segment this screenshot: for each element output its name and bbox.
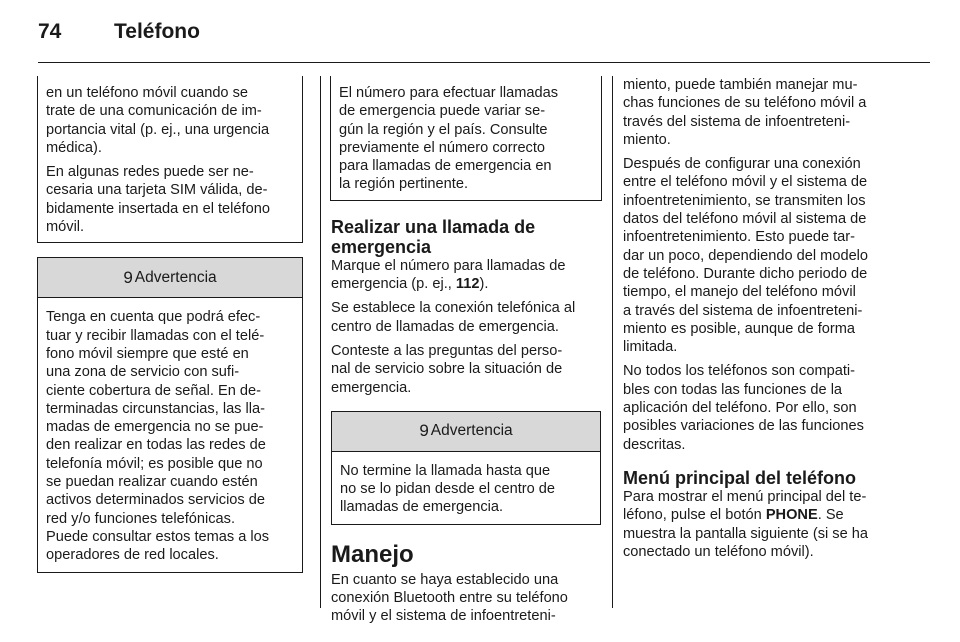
emergency-paragraph-1: Marque el número para llamadas de emergencia (p. ej., 112). <box>331 257 566 293</box>
warning-header <box>332 412 600 452</box>
warning-body: Tenga en cuenta que podrá efec- tuar y recibir llamadas con el telé- fono móvil siempre que esté en una zona de servicio con sufi- ciente cobertura de señal. En de- terminadas circunstancias, las lla- madas de emergencia no se pue- den realizar en todas las redes de telefonía móvil; es posible que no se puedan realizar cuando estén activos determinados servicios de red y/o funciones telefónicas. Puede consultar estos temas a los operadores de red locales. <box>46 309 270 564</box>
warning-box-network <box>37 257 303 572</box>
warning-title: Advertencia <box>134 268 217 286</box>
column-1 <box>38 76 302 573</box>
phone-button-label: PHONE <box>765 507 818 524</box>
column-2 <box>331 76 601 626</box>
emergency-paragraph-3: Conteste a las preguntas del perso- nal de servicio sobre la situación de emergencia. <box>331 342 563 396</box>
column-3 <box>623 76 903 561</box>
emergency-number: 112 <box>455 276 480 293</box>
warning-title: Advertencia <box>430 422 513 440</box>
warning-header <box>38 258 302 298</box>
column-divider-1 <box>320 76 321 608</box>
phone-menu-paragraph: Para mostrar el menú principal del te- léfono, pulse el botón PHONE. Se muestra la pantalla siguiente (si se ha conectado un teléfono móvil). <box>623 488 868 560</box>
page-title: Teléfono <box>114 20 200 43</box>
continued-note-box <box>37 76 303 243</box>
emergency-paragraph-2: Se establece la conexión telefónica al centro de llamadas de emergencia. <box>331 300 576 335</box>
section-heading-emergency-call: Realizar una llamada de emergencia <box>331 216 536 257</box>
warning-body: No termine la llamada hasta que no se lo pidan desde el centro de llamadas de emergencia. <box>340 462 556 516</box>
warning-icon: 9 <box>419 421 429 441</box>
note-paragraph-1: en un teléfono móvil cuando se trate de una comunicación de im- portancia vital (p. ej., una urgencia médica). <box>46 85 270 156</box>
page-number: 74 <box>38 20 62 43</box>
col3-paragraph-3: No todos los teléfonos son compati- bles con todas las funciones de la aplicación del teléfono. Por ello, son posibles variaciones de las funciones descritas. <box>623 363 864 453</box>
note-paragraph-2: En algunas redes puede ser ne- cesaria una tarjeta SIM válida, de- bidamente insertada en el teléfono móvil. <box>46 164 270 236</box>
section-heading-operation: Manejo <box>331 540 414 568</box>
emergency-number-note-box: El número para efectuar llamadas de emergencia puede variar se- gún la región y el país. Consulte previamente el número correcto para llamadas de emergencia en la región pertinente. <box>330 76 602 201</box>
column-divider-2 <box>612 76 613 608</box>
warning-box-emergency <box>331 411 601 525</box>
page-header <box>38 20 930 50</box>
section-heading-phone-main-menu: Menú principal del teléfono <box>623 467 857 488</box>
operation-paragraph-1: En cuanto se haya establecido una conexión Bluetooth entre su teléfono móvil y el sistema de infoentreteni- <box>331 571 568 625</box>
col3-paragraph-2: Después de configurar una conexión entre el teléfono móvil y el sistema de infoentretenimiento, se transmiten los datos del teléfono móvil al sistema de infoentretenimiento. Esto puede tar- dar un poco, dependiendo del modelo de teléfono. Durante dicho periodo de tiempo, el manejo del teléfono móvil a través del sistema de infoentreteni- miento es posible, aunque de forma limitada. <box>623 156 869 356</box>
warning-icon: 9 <box>123 267 133 287</box>
col3-paragraph-1: miento, puede también manejar mu- chas funciones de su teléfono móvil a través del sistema de infoentreteni- miento. <box>623 77 867 148</box>
header-rule <box>38 62 930 63</box>
